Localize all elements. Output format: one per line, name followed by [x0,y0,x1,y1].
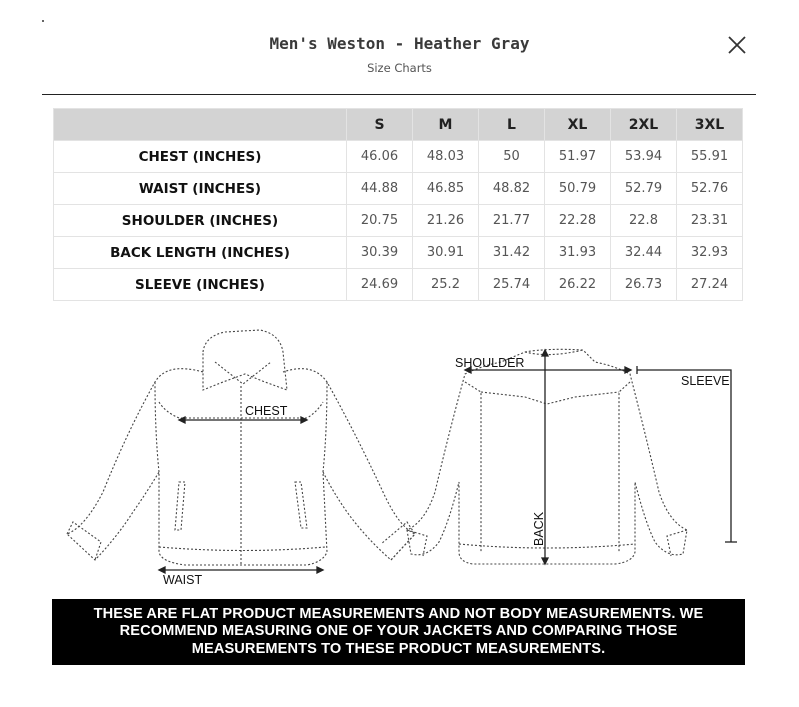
measurement-disclaimer-banner [52,599,745,665]
table-cell: 30.39 [347,237,413,269]
header-size-m: M [413,109,479,141]
table-row-sleeve [54,269,743,301]
table-cell: 51.97 [545,141,611,173]
table-cell: 31.42 [479,237,545,269]
row-label: CHEST (INCHES) [54,141,347,173]
header-blank-cell [54,109,347,141]
table-cell: 26.22 [545,269,611,301]
table-cell: 25.2 [413,269,479,301]
disclaimer-text: THESE ARE FLAT PRODUCT MEASUREMENTS AND NOT BODY MEASUREMENTS. WE RECOMMEND MEASURING ONE OF YOUR JACKETS AND COMPARING THOSE MEASUREMENTS TO THESE PRODUCT MEASUREMENTS. [93,605,704,657]
table-cell: 50 [479,141,545,173]
row-label: SHOULDER (INCHES) [54,205,347,237]
back-label: BACK [532,511,546,546]
table-cell: 21.26 [413,205,479,237]
table-cell: 52.79 [611,173,677,205]
table-row-waist [54,173,743,205]
header-size-s: S [347,109,413,141]
table-cell: 20.75 [347,205,413,237]
header-divider [42,94,756,95]
jacket-front-illustration [67,330,415,565]
table-cell: 52.76 [677,173,743,205]
table-cell: 48.82 [479,173,545,205]
table-cell: 23.31 [677,205,743,237]
table-header-row [54,109,743,141]
close-icon[interactable] [724,32,750,58]
table-cell: 22.8 [611,205,677,237]
header-size-l: L [479,109,545,141]
table-row-shoulder [54,205,743,237]
table-cell: 31.93 [545,237,611,269]
table-cell: 22.28 [545,205,611,237]
table-cell: 55.91 [677,141,743,173]
stray-dot [42,20,44,22]
table-cell: 32.93 [677,237,743,269]
table-cell: 25.74 [479,269,545,301]
table-cell: 24.69 [347,269,413,301]
jacket-back-illustration [407,349,687,564]
table-cell: 46.06 [347,141,413,173]
table-cell: 50.79 [545,173,611,205]
table-cell: 26.73 [611,269,677,301]
row-label: BACK LENGTH (INCHES) [54,237,347,269]
page-subtitle: Size Charts [367,61,432,75]
waist-label: WAIST [163,573,203,587]
table-cell: 48.03 [413,141,479,173]
table-cell: 21.77 [479,205,545,237]
table-row-back-length [54,237,743,269]
header-size-3xl: 3XL [677,109,743,141]
table-cell: 30.91 [413,237,479,269]
sleeve-label: SLEEVE [681,374,730,388]
row-label: SLEEVE (INCHES) [54,269,347,301]
table-cell: 32.44 [611,237,677,269]
row-label: WAIST (INCHES) [54,173,347,205]
size-chart-table [53,108,743,301]
header-size-xl: XL [545,109,611,141]
page-title: Men's Weston - Heather Gray [269,34,530,53]
table-cell: 46.85 [413,173,479,205]
chest-label: CHEST [245,404,288,418]
table-cell: 53.94 [611,141,677,173]
table-cell: 44.88 [347,173,413,205]
table-row-chest [54,141,743,173]
table-cell: 27.24 [677,269,743,301]
shoulder-label: SHOULDER [455,356,525,370]
header-size-2xl: 2XL [611,109,677,141]
jacket-measurement-diagram [55,322,745,592]
